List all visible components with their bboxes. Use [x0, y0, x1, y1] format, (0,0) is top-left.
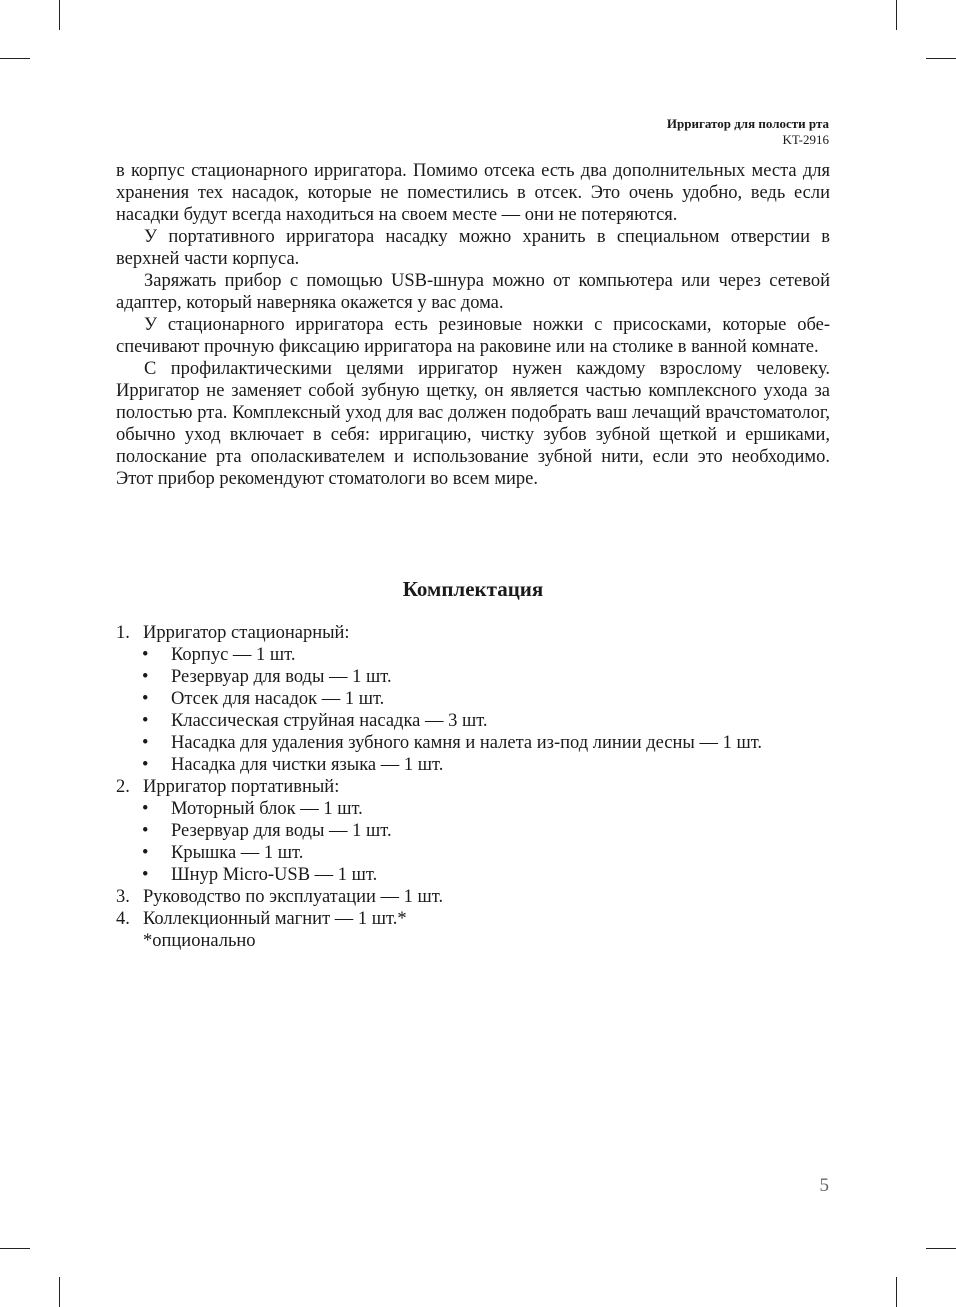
bullet: •: [142, 843, 149, 863]
sub-list-item: [116, 644, 830, 666]
sub-list-item: [116, 732, 830, 754]
list-number: 3.: [116, 887, 130, 907]
sub-list-item: [116, 820, 830, 842]
sub-list-item-label: Насадка для чистки языка — 1 шт.: [171, 755, 444, 775]
running-head-model: KT-2916: [782, 132, 829, 147]
body-text: [116, 160, 830, 490]
paragraph: У портативного ирригатора насадку можно хранить в специальном отверстии в верхней части корпуса.: [116, 227, 830, 269]
list-number: 2.: [116, 777, 130, 797]
list-item-label: Коллекционный магнит — 1 шт.*: [143, 909, 407, 929]
bullet: •: [142, 755, 149, 775]
sub-list-item-label: Насадка для удаления зубного камня и налета из-под линии десны — 1 шт.: [171, 733, 763, 753]
list-number: 1.: [116, 623, 130, 643]
sub-list-item-label: Шнур Micro-USB — 1 шт.: [171, 865, 378, 885]
footnote-text: *опционально: [143, 931, 256, 951]
list-item: [116, 622, 830, 644]
bullet: •: [142, 711, 149, 731]
crop-mark-top-right: [896, 0, 897, 30]
list-number: 4.: [116, 909, 130, 929]
bullet: •: [142, 865, 149, 885]
crop-mark-right-top: [926, 58, 956, 59]
sub-list-item-label: Крышка — 1 шт.: [171, 843, 304, 863]
crop-mark-bottom-right: [896, 1277, 897, 1307]
footnote: [116, 930, 830, 952]
sub-list-item: [116, 710, 830, 732]
section-title: Комплектация: [402, 577, 544, 601]
list-item: [116, 776, 830, 798]
crop-mark-left-top: [0, 58, 30, 59]
sub-list-item-label: Резервуар для воды — 1 шт.: [171, 821, 392, 841]
sub-list-item-label: Классическая струйная насадка — 3 шт.: [171, 711, 488, 731]
list-item-label: Ирригатор стационарный:: [143, 623, 350, 643]
running-head: [667, 116, 829, 148]
sub-list-item-label: Отсек для насадок — 1 шт.: [171, 689, 385, 709]
sub-list-item-label: Резервуар для воды — 1 шт.: [171, 667, 392, 687]
bullet: •: [142, 821, 149, 841]
sub-list-item: [116, 842, 830, 864]
bullet: •: [142, 799, 149, 819]
bullet: •: [142, 733, 149, 753]
kit-list: [116, 622, 830, 952]
bullet: •: [142, 645, 149, 665]
sub-list-item: [116, 754, 830, 776]
paragraph: С профилактическими целями ирригатор нужен каждому взрослому человеку. Ирригатор не заменяет собой зубную щетку, он является частью комплексного ухода за полостью рта. Комплексный уход для вас должен подобрать ваш лечащий врачстоматолог, обычно уход включает в себя: ирригацию, чистку зубов зубной щеткой и ершиками, полоскание рта ополаскивателем и использование зубной нити, если это необходимо. Этот прибор рекомендуют стоматологи во всем мире.: [116, 359, 830, 489]
sub-list-item: [116, 666, 830, 688]
list-item: [116, 908, 830, 930]
list-item: [116, 886, 830, 908]
list-item-label: Руководство по эксплуатации — 1 шт.: [143, 887, 444, 907]
crop-mark-left-bottom: [0, 1248, 30, 1249]
page-number: 5: [819, 1175, 829, 1196]
running-head-title: Ирригатор для полости рта: [666, 116, 829, 131]
crop-mark-right-bottom: [926, 1248, 956, 1249]
bullet: •: [142, 667, 149, 687]
paragraph: в корпус стационарного ирригатора. Помимо отсека есть два дополнительных места для хранения тех насадок, которые не поместились в отсек. Это очень удобно, ведь если насадки будут всегда находиться на своем месте — они не потеряются.: [116, 161, 830, 225]
sub-list-item-label: Моторный блок — 1 шт.: [171, 799, 363, 819]
sub-list-item: [116, 688, 830, 710]
sub-list-item: [116, 798, 830, 820]
bullet: •: [142, 689, 149, 709]
crop-mark-bottom-left: [59, 1277, 60, 1307]
sub-list-item: [116, 864, 830, 886]
paragraph: У стационарного ирригатора есть резиновые ножки с присосками, которые обеспечивают прочную фиксацию ирригатора на раковине или на столике в ванной комнате.: [116, 315, 830, 357]
list-item-label: Ирригатор портативный:: [143, 777, 340, 797]
crop-mark-top-left: [59, 0, 60, 30]
sub-list-item-label: Корпус — 1 шт.: [171, 645, 296, 665]
paragraph: Заряжать прибор с помощью USB-шнура можно от компьютера или через сетевой адаптер, который наверняка окажется у вас дома.: [116, 271, 830, 313]
